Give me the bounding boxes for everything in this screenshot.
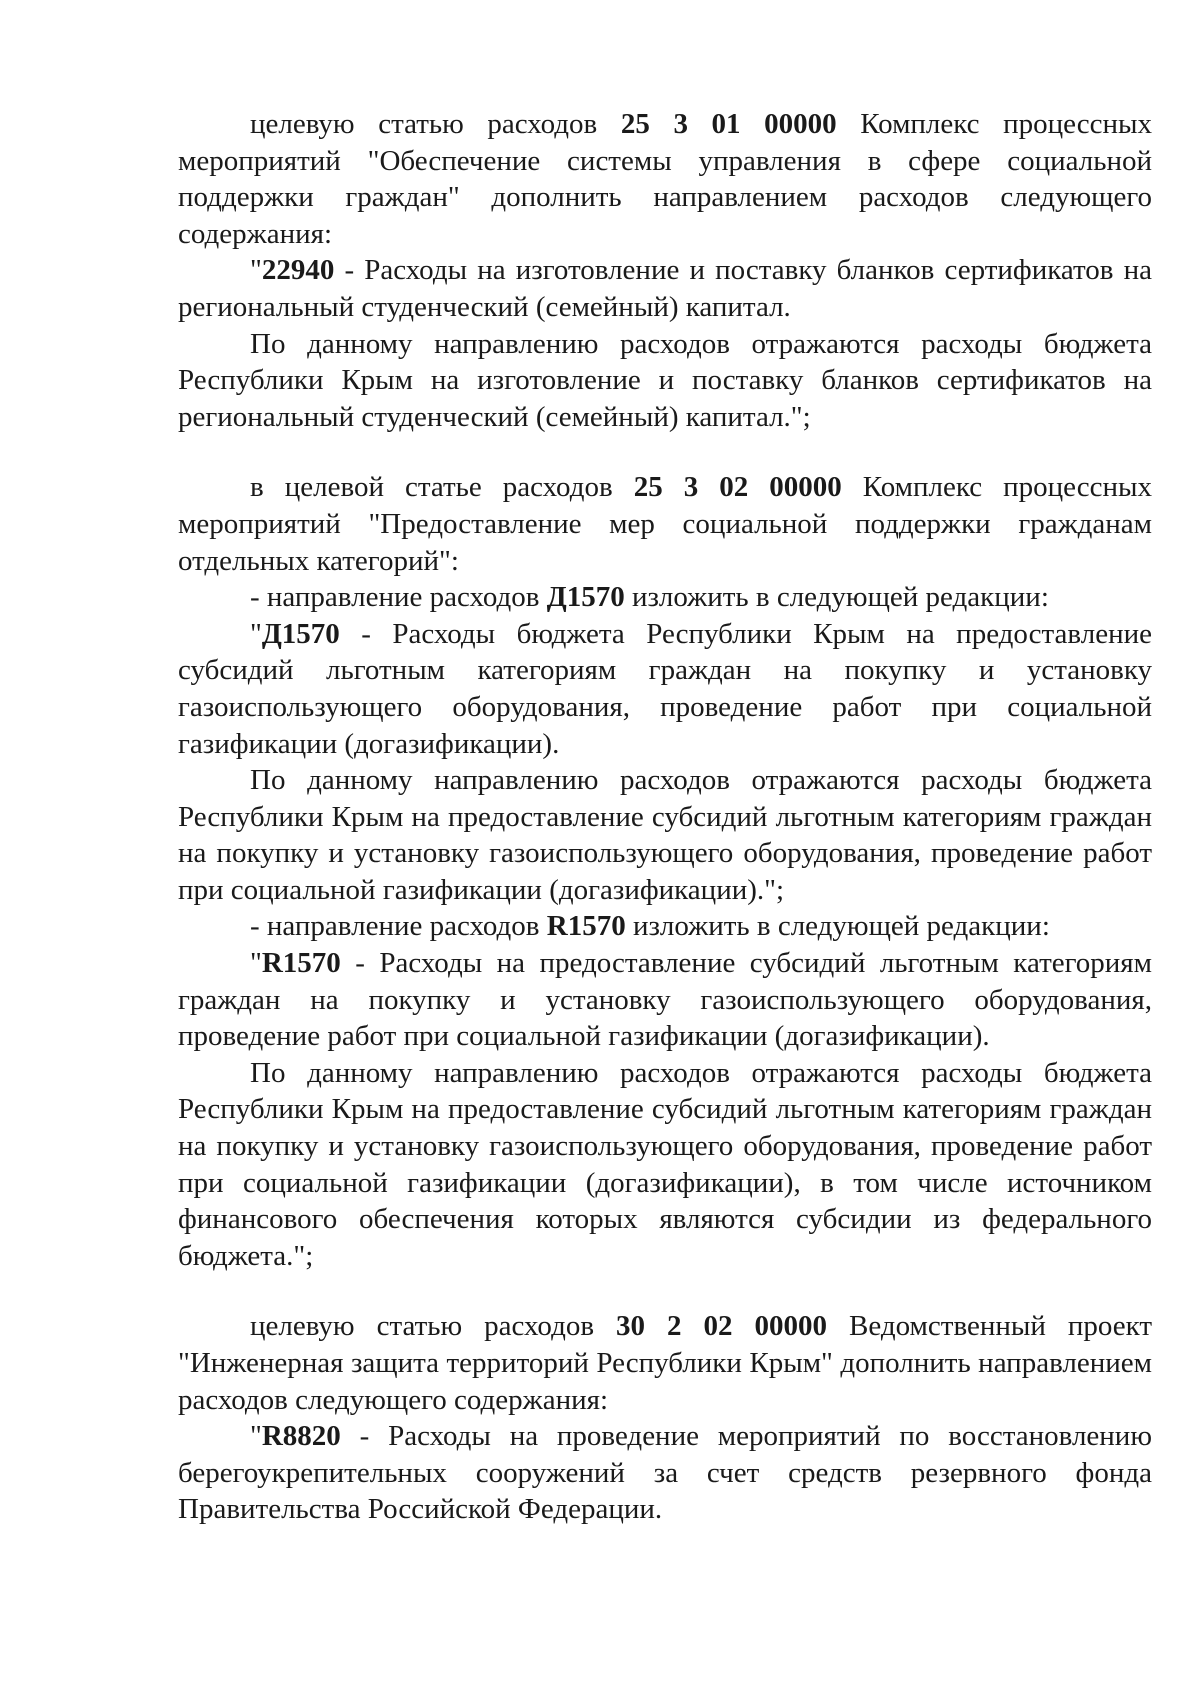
paragraph [178, 616, 1152, 762]
paragraph-text: - направление расходов [250, 581, 547, 614]
paragraph [178, 579, 1152, 616]
section-gap [178, 435, 1152, 469]
paragraph [178, 326, 1152, 436]
paragraph [178, 1418, 1152, 1528]
code-number: Д1570 [546, 581, 625, 614]
paragraph-text: Комплекс процессных мероприятий "Обеспечение системы управления в сфере социальной поддержки граждан" дополнить направлением расходов следующего содержания: [178, 108, 1152, 250]
paragraph-text: изложить в следующей редакции: [625, 910, 1050, 943]
paragraph-text: По данному направлению расходов отражаются расходы бюджета Республики Крым на предоставление субсидий льготным категориям граждан на покупку и установку газоиспользующего оборудования, проведение работ при социальной газификации (догазификации)."; [178, 764, 1152, 906]
paragraph [178, 762, 1152, 908]
paragraph-text: изложить в следующей редакции: [624, 581, 1049, 614]
paragraph-text: - направление расходов [250, 910, 547, 943]
paragraph-text: целевую статью расходов [250, 108, 621, 140]
code-number: R8820 [261, 1420, 341, 1453]
paragraph-text: " [250, 947, 262, 980]
code-number: 22940 [261, 254, 335, 287]
paragraph-text: - Расходы на проведение мероприятий по восстановлению берегоукрепительных сооружений за счет средств резервного фонда Правительства Российской Федерации. [178, 1420, 1152, 1526]
paragraph-text: Комплекс процессных мероприятий "Предоставление мер социальной поддержки гражданам отдельных категорий": [178, 471, 1153, 577]
code-number: R1570 [546, 910, 626, 943]
paragraph-text: в целевой статье расходов [250, 471, 634, 504]
paragraph-text: " [250, 254, 262, 287]
paragraph-text: " [250, 1420, 262, 1453]
paragraph-text: По данному направлению расходов отражаются расходы бюджета Республики Крым на предоставление субсидий льготным категориям граждан на покупку и установку газоиспользующего оборудования, проведение работ при социальной газификации (догазификации), в том числе источником финансового обеспечения которых являются субсидии из федерального бюджета."; [178, 1056, 1152, 1272]
paragraph [178, 106, 1152, 252]
paragraph [178, 908, 1152, 945]
paragraph [178, 1055, 1152, 1275]
paragraph-text: По данному направлению расходов отражаются расходы бюджета Республики Крым на изготовление и поставку бланков сертификатов на региональный студенческий (семейный) капитал."; [178, 327, 1152, 433]
code-number: 25 3 01 00000 [620, 108, 837, 140]
code-number: Д1570 [261, 617, 340, 650]
paragraph-text: - Расходы бюджета Республики Крым на предоставление субсидий льготным категориям граждан на покупку и установку газоиспользующего оборудования, проведение работ при социальной газификации (догазификации). [178, 617, 1152, 760]
paragraph-text: - Расходы на предоставление субсидий льготным категориям граждан на покупку и установку газоиспользующего оборудования, проведение работ при социальной газификации (догазификации). [178, 947, 1152, 1053]
paragraph [178, 945, 1152, 1055]
code-number: R1570 [261, 947, 341, 980]
paragraph-text: " [250, 617, 262, 650]
paragraph [178, 469, 1152, 579]
code-number: 30 2 02 00000 [616, 1310, 828, 1343]
document-page [178, 106, 1152, 1528]
paragraph-text: целевую статью расходов [250, 1310, 617, 1343]
section-gap [178, 1274, 1152, 1308]
code-number: 25 3 02 00000 [633, 471, 842, 504]
paragraph-text: - Расходы на изготовление и поставку бланков сертификатов на региональный студенческий (семейный) капитал. [178, 254, 1152, 323]
paragraph [178, 1308, 1152, 1418]
paragraph-text: Ведомственный проект "Инженерная защита территорий Республики Крым" дополнить направлением расходов следующего содержания: [178, 1310, 1152, 1416]
paragraph [178, 252, 1152, 325]
